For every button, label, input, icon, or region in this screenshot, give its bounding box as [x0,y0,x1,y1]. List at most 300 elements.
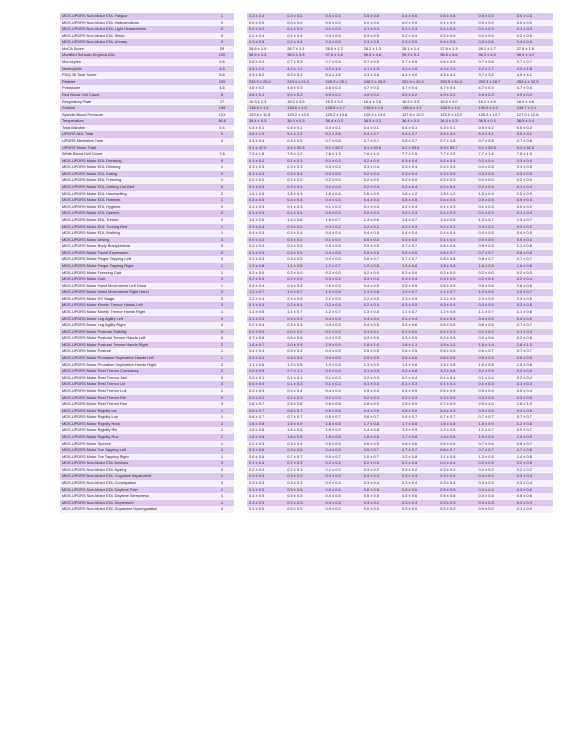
cell-value: 0.2 ± 0.4 [362,171,400,178]
row-label: MDS-UPDRS Motor EDL Speech [60,210,210,217]
cell-value: 0.2 ± 0.5 [477,460,515,467]
row-label: MDS-UPDRS Motor Leg Agility Right [60,322,210,329]
cell-value: 0.2 ± 0.3 [247,388,285,395]
cell-value: 4.5 ± 4.1 [438,72,476,79]
row-baseline-value: 100 [210,52,234,59]
column-gap [234,79,247,86]
cell-value: 0.3 ± 0.5 [324,33,362,40]
cell-value: 0.3 ± 0.4 [400,480,438,487]
cell-value: 0.4 ± 0.5 [515,408,553,415]
cell-value: 0.2 ± 0.3 [400,395,438,402]
cell-value: 0.0 ± 0.0 [362,237,400,244]
row-baseline-value: 1 [210,487,234,494]
row-label: MDS-UPDRS Motor Gait [60,276,210,283]
cell-value: 4.5 ± 1.2 [247,66,285,73]
cell-value: 4.9 ± 0.2 [324,92,362,99]
row-label: MDS-UPDRS Motor Posture [60,348,210,355]
cell-value: 0.1 ± 0.3 [324,381,362,388]
cell-value: 0.3 ± 0.4 [438,480,476,487]
cell-value: 5.1 ± 52.8 [285,145,323,152]
column-gap [234,13,247,20]
cell-value: 0.2 ± 0.5 [515,33,553,40]
cell-value: 0.3 ± 0.5 [515,302,553,309]
table-body [60,13,553,513]
table-row [60,33,553,40]
cell-value: 2.2 ± 0.5 [285,296,323,303]
row-baseline-value: 131 [210,112,234,119]
row-label: MDS-UPDRS Motor Body Bradykinesia [60,243,210,250]
cell-value: 1.7 ± 0.8 [362,421,400,428]
cell-value: 0.2 ± 0.4 [400,375,438,382]
cell-value: 0.5 ± 0.5 [400,388,438,395]
cell-value: 0.3 ± 0.5 [438,171,476,178]
cell-value: 0.8 ± 0.8 [438,243,476,250]
row-baseline-value: 5 [210,131,234,138]
column-gap [234,85,247,92]
row-label: MDS-UPDRS Motor Postural Tremor Hands Left [60,335,210,342]
cell-value: 0.3 ± 0.6 [477,39,515,46]
column-gap [234,184,247,191]
cell-value: 0.6 ± 0.7 [362,414,400,421]
cell-value: 36.5 ± 0.3 [362,118,400,125]
table-row [60,39,553,46]
cell-value: 4.7 ± 0.4 [477,85,515,92]
cell-value: 0.2 ± 0.0 [285,177,323,184]
cell-value: 1.1 ± 0.8 [438,454,476,461]
cell-value: 0.4 ± 0.1 [400,125,438,132]
row-label: MDS-UPDRS Non-Motor EDL Hallucinations [60,20,210,27]
cell-value: 1.1 ± 0.7 [477,309,515,316]
table-row [60,427,553,434]
cell-value: 253.4 ± 32.9 [515,79,553,86]
cell-value: 0.2 ± 0.0 [324,177,362,184]
row-baseline-value: 2 [210,421,234,428]
table-row [60,348,553,355]
table-row [60,20,553,27]
cell-value: 1.6 ± 0.8 [324,421,362,428]
row-baseline-value: 2 [210,434,234,441]
table-row [60,131,553,138]
row-baseline-value: 0 [210,204,234,211]
cell-value: 3.2 ± 0.8 [400,368,438,375]
cell-value: 1.0 ± 0.7 [400,289,438,296]
cell-value: 0.3 ± 0.4 [285,441,323,448]
cell-value: 2.8 ± 0.8 [285,401,323,408]
cell-value: 0.4 ± 0.5 [477,164,515,171]
cell-value: 0.7 ± 0.6 [477,441,515,448]
table-row [60,92,553,99]
column-gap [234,20,247,27]
cell-value: 0.5 ± 0.5 [438,388,476,395]
column-gap [234,381,247,388]
cell-value: 0.0 ± 0.0 [247,20,285,27]
cell-value: 1.1 ± 0.7 [285,309,323,316]
cell-value: 1.4 ± 0.8 [515,454,553,461]
row-label: MDS-UPDRS Motor Toe Tapping Right [60,454,210,461]
row-label: MDS-UPDRS Motor EDL Freezing [60,177,210,184]
cell-value: 4.7 ± 0.4 [400,85,438,92]
table-row [60,487,553,494]
cell-value: 28.1 ± 1.4 [400,46,438,53]
cell-value: 0.1 ± 0.0 [438,237,476,244]
column-gap [234,210,247,217]
table-row [60,441,553,448]
cell-value: 0.3 ± 0.4 [515,480,553,487]
table-row [60,322,553,329]
column-gap [234,447,247,454]
row-label: MDS-UPDRS Motor Rigidity Neck [60,421,210,428]
cell-value: 0.3 ± 0.4 [477,480,515,487]
cell-value: 0.1 ± 0.3 [400,381,438,388]
cell-value: 0.0 ± 0.2 [515,204,553,211]
cell-value: 1.1 ± 0.8 [515,243,553,250]
table-row [60,454,553,461]
table-row [60,204,553,211]
column-gap [234,441,247,448]
cell-value: 0.3 ± 0.4 [438,302,476,309]
cell-value: 0.2 ± 0.6 [477,335,515,342]
row-baseline-value: 0 [210,316,234,323]
cell-value: 0.6 ± 0.6 [400,355,438,362]
cell-value: 2.8 ± 0.8 [324,401,362,408]
table-row [60,480,553,487]
row-baseline-value: 1 [210,309,234,316]
cell-value: 36.5 ± 0.3 [477,118,515,125]
table-row [60,302,553,309]
cell-value: 0.1 ± 0.3 [362,381,400,388]
cell-value: 1.8 ± 1.2 [515,342,553,349]
cell-value: 0.5 ± 0.5 [324,243,362,250]
cell-value: 138.6 ± 1.6 [362,105,400,112]
cell-value: 0.4 ± 0.4 [400,230,438,237]
cell-value: 0.7 ± 0.7 [400,243,438,250]
cell-value: 96.8 ± 4.8 [362,52,400,59]
cell-value: 0.1 ± 0.3 [285,460,323,467]
row-baseline-value: 5.6 [210,72,234,79]
cell-value: 0.2 ± 0.5 [515,460,553,467]
cell-value: 16.3 ± 3.2 [324,99,362,106]
cell-value: 0.4 ± 0.5 [515,316,553,323]
cell-value: 5.1 ± 52.6 [477,145,515,152]
cell-value: 138.6 ± 1.0 [285,105,323,112]
cell-value: 0.1 ± 0.3 [285,26,323,33]
row-label: MDS-UPDRS Motor Postural Stability [60,329,210,336]
cell-value: 1.2 ± 0.8 [515,421,553,428]
table-row [60,434,553,441]
row-baseline-value: 1 [210,454,234,461]
cell-value: 0.7 ± 0.6 [477,59,515,66]
cell-value: 0.1 ± 0.1 [362,329,400,336]
cell-value: 0.7 ± 0.6 [247,335,285,342]
table-row [60,217,553,224]
cell-value: 0.4 ± 0.6 [438,39,476,46]
cell-value: 0.8 ± 0.7 [477,256,515,263]
cell-value: 0.2 ± 0.4 [515,276,553,283]
cell-value: 2.9 ± 1.0 [477,401,515,408]
row-label: UPDRS ADL Total [60,131,210,138]
cell-value: 0.4 ± 0.5 [477,316,515,323]
cell-value: 0.4 ± 0.4 [247,138,285,145]
row-label: MDS-UPDRS Non-Motor EDL Apathy [60,467,210,474]
row-label: MDS-UPDRS Motor HY Stage [60,296,210,303]
row-label: MDS-UPDRS Motor EDL Hygiene [60,204,210,211]
row-label: MDS-UPDRS Motor EDL Turning Bed [60,224,210,231]
table-row [60,316,553,323]
row-label: MDS-UPDRS Motor EDL Walking [60,230,210,237]
column-gap [234,270,247,277]
cell-value: 0.1 ± 0.3 [324,375,362,382]
cell-value: 36.4 ± 0.3 [400,118,438,125]
column-gap [234,362,247,369]
column-gap [234,487,247,494]
cell-value: 1.4 ± 0.7 [400,217,438,224]
cell-value: 0.3 ± 0.4 [362,164,400,171]
cell-value: 0.2 ± 0.6 [515,335,553,342]
cell-value: 0.3 ± 0.2 [324,224,362,231]
column-gap [234,342,247,349]
cell-value: 0.7 ± 0.7 [477,250,515,257]
table-row [60,381,553,388]
cell-value: 2.8 ± 0.9 [362,401,400,408]
table-row [60,296,553,303]
cell-value: 1.8 ± 0.8 [324,434,362,441]
row-label: Total Bilirubin [60,125,210,132]
cell-value: 1.4 ± 0.6 [438,217,476,224]
cell-value: 0.1 ± 0.3 [438,381,476,388]
cell-value: 0.4 ± 0.4 [324,388,362,395]
cell-value: 0.3 ± 0.4 [362,480,400,487]
cell-value: 0.3 ± 0.3 [247,473,285,480]
cell-value: 0.1 ± 0.3 [438,204,476,211]
cell-value: 138.5 ± 1.7 [324,105,362,112]
cell-value: 0.6 ± 0.5 [400,348,438,355]
cell-value: 0.0 ± 0.2 [247,26,285,33]
column-gap [234,72,247,79]
cell-value: 0.6 ± 0.6 [400,13,438,20]
row-label: MDS-UPDRS Motor Pronation Supination Hands Left [60,355,210,362]
table-row [60,335,553,342]
cell-value: 0.6 ± 0.6 [400,487,438,494]
cell-value: 96.3 ± 5.3 [400,52,438,59]
cell-value: 1.4 ± 0.8 [400,263,438,270]
table-row [60,26,553,33]
row-label: MDS-UPDRS Motor Facial Expression [60,250,210,257]
table-row [60,125,553,132]
cell-value: 0.3 ± 0.5 [285,256,323,263]
row-baseline-value: 2 [210,191,234,198]
cell-value: 1.6 ± 0.9 [285,191,323,198]
cell-value: 1.3 ± 0.6 [362,217,400,224]
cell-value: 129.2 ± 13.0 [285,112,323,119]
cell-value: 36.4 ± 0.3 [247,118,285,125]
cell-value: 4.9 ± 0.2 [400,92,438,99]
row-baseline-value: 0 [210,158,234,165]
cell-value: 0.2 ± 0.4 [324,460,362,467]
cell-value: 5.4 ± 2.7 [362,131,400,138]
cell-value: 0.5 ± 0.5 [438,197,476,204]
cell-value: 0.2 ± 0.3 [324,395,362,402]
cell-value: 1.1 ± 0.6 [247,309,285,316]
row-baseline-value: 1 [210,13,234,20]
cell-value: 0.6 ± 0.5 [362,441,400,448]
cell-value: 0.2 ± 0.0 [324,467,362,474]
row-baseline-value: 1 [210,177,234,184]
cell-value: 0.1 ± 0.3 [247,302,285,309]
cell-value: 1.5 ± 0.9 [477,421,515,428]
cell-value: 0.0 ± 0.0 [400,506,438,513]
cell-value: 96.3 ± 4.9 [477,52,515,59]
column-gap [234,414,247,421]
column-gap [234,177,247,184]
cell-value: 0.3 ± 0.2 [362,467,400,474]
row-baseline-value: 0 [210,329,234,336]
cell-value: 0.3 ± 0.5 [362,39,400,46]
cell-value: 0.0 ± 0.0 [362,20,400,27]
row-baseline-value: 0 [210,243,234,250]
table-row [60,342,553,349]
cell-value: 0.3 ± 0.5 [362,33,400,40]
row-baseline-value: 29 [210,46,234,53]
row-baseline-value: 0 [210,447,234,454]
cell-value: 0.4 ± 0.5 [438,408,476,415]
cell-value: 4.7 ± 0.3 [362,85,400,92]
cell-value: 5.4 ± 3.1 [477,131,515,138]
row-baseline-value: 0 [210,26,234,33]
cell-value: 0.5 ± 0.6 [438,13,476,20]
table-row [60,191,553,198]
row-label: MDS-UPDRS Motor EDL Drinking [60,164,210,171]
cell-value: 0.4 ± 0.6 [324,447,362,454]
row-label: MDS-UPDRS Motor Arising [60,237,210,244]
cell-value: 0.2 ± 0.0 [515,270,553,277]
cell-value: 1.6 ± 0.9 [362,191,400,198]
cell-value: 4.9 ± 0.2 [438,92,476,99]
cell-value: 0.3 ± 0.4 [438,473,476,480]
cell-value: 0.3 ± 0.4 [515,158,553,165]
cell-value: 0.5 ± 0.6 [477,493,515,500]
cell-value: 0.2 ± 0.5 [285,276,323,283]
row-label: MDS-UPDRS Motor Rest Tremor Constancy [60,368,210,375]
cell-value: 0.5 ± 0.2 [515,125,553,132]
cell-value: 0.2 ± 0.0 [515,177,553,184]
cell-value: 0.2 ± 0.4 [362,375,400,382]
cell-value: 0.2 ± 0.4 [247,276,285,283]
cell-value: 0.6 ± 0.6 [438,355,476,362]
cell-value: 5.1 ± 53.2 [324,145,362,152]
row-label: MDS-UPDRS Motor Rigidity Rue [60,434,210,441]
column-gap [234,296,247,303]
cell-value: 0.2 ± 0.4 [285,171,323,178]
cell-value: 0.0 ± 0.0 [285,506,323,513]
cell-value: 127.0 ± 12.6 [515,112,553,119]
cell-value: 0.1 ± 0.2 [285,375,323,382]
cell-value: 1.2 ± 0.7 [247,289,285,296]
row-label: MDS-UPDRS Motor Rest Tremor Lle [60,381,210,388]
cell-value: 0.6 ± 0.6 [515,283,553,290]
row-baseline-value: 0.6 [210,59,234,66]
cell-value: 0.3 ± 0.2 [438,467,476,474]
row-baseline-value: 2 [210,217,234,224]
cell-value: 0.7 ± 0.7 [400,256,438,263]
cell-value: 2.9 ± 0.9 [400,401,438,408]
column-gap [234,355,247,362]
cell-value: 0.1 ± 0.3 [324,204,362,211]
row-label: MDS-UPDRS Motor EDL Getting Out Bed [60,184,210,191]
cell-value: 0.4 ± 0.4 [285,283,323,290]
cell-value: 0.0 ± 0.0 [400,237,438,244]
cell-value: 2.3 ± 0.5 [400,296,438,303]
cell-value: 0.7 ± 0.7 [515,322,553,329]
column-gap [234,302,247,309]
cell-value: 129.6 ± 11.8 [247,112,285,119]
cell-value: 0.2 ± 0.5 [438,33,476,40]
cell-value: 1.2 ± 0.6 [477,289,515,296]
row-label: MDS-UPDRS Motor Freezing Gait [60,270,210,277]
cell-value: 0.3 ± 0.4 [400,164,438,171]
cell-value: 1.1 ± 0.7 [400,309,438,316]
cell-value: 1.3 ± 0.7 [515,217,553,224]
cell-value: 16.3 ± 2.3 [247,99,285,106]
cell-value: 0.2 ± 0.4 [324,302,362,309]
cell-value: 0.7 ± 0.7 [285,454,323,461]
cell-value: 0.4 ± 0.5 [324,335,362,342]
cell-value: 0.8 ± 0.7 [515,441,553,448]
cell-value: 0.4 ± 0.5 [247,487,285,494]
table-row [60,375,553,382]
cell-value: 98.5 ± 3.3 [247,52,285,59]
column-gap [234,224,247,231]
cell-value: 97.6 ± 3.8 [324,52,362,59]
row-label: MoCA Score [60,46,210,53]
cell-value: 0.3 ± 0.3 [400,500,438,507]
cell-value: 129.3 ± 13.6 [362,112,400,119]
cell-value: 1.3 ± 0.8 [324,362,362,369]
table-row [60,289,553,296]
table-row [60,270,553,277]
column-gap [234,322,247,329]
table-row [60,421,553,428]
cell-value: 3.2 ± 0.9 [477,368,515,375]
cell-value: 0.7 ± 0.7 [477,447,515,454]
cell-value: 0.2 ± 0.4 [324,184,362,191]
cell-value: 0.6 ± 0.7 [400,414,438,421]
row-label: MDS-UPDRS Non-Motor EDL Daytime Pain [60,487,210,494]
row-baseline-value: 1 [210,500,234,507]
cell-value: 4.9 ± 0.2 [515,92,553,99]
cell-value: 27.8 ± 1.3 [438,46,476,53]
row-label: MDS-UPDRS Motor Finger Tapping Right [60,263,210,270]
column-gap [234,230,247,237]
cell-value: 0.3 ± 0.3 [438,500,476,507]
cell-value: 0.3 ± 0.5 [324,171,362,178]
cell-value: 0.4 ± 0.5 [324,355,362,362]
row-baseline-value: 0 [210,322,234,329]
cell-value: 127.6 ± 12.0 [400,112,438,119]
cell-value: 234.0 ± 25.4 [247,79,285,86]
table-row [60,59,553,66]
cell-value: 0.2 ± 0.5 [362,460,400,467]
cell-value: 0.0 ± 0.0 [285,20,323,27]
cell-value: 0.0 ± 0.0 [324,20,362,27]
row-label: Systolic Blood Pressure [60,112,210,119]
row-baseline-value: 3 [210,401,234,408]
cell-value: 5.4 ± 3.6 [324,72,362,79]
cell-value: 1.6 ± 0.8 [285,427,323,434]
column-gap [234,473,247,480]
cell-value: 125.5 ± 13.2 [438,112,476,119]
cell-value: 0.2 ± 0.3 [247,441,285,448]
column-gap [234,460,247,467]
